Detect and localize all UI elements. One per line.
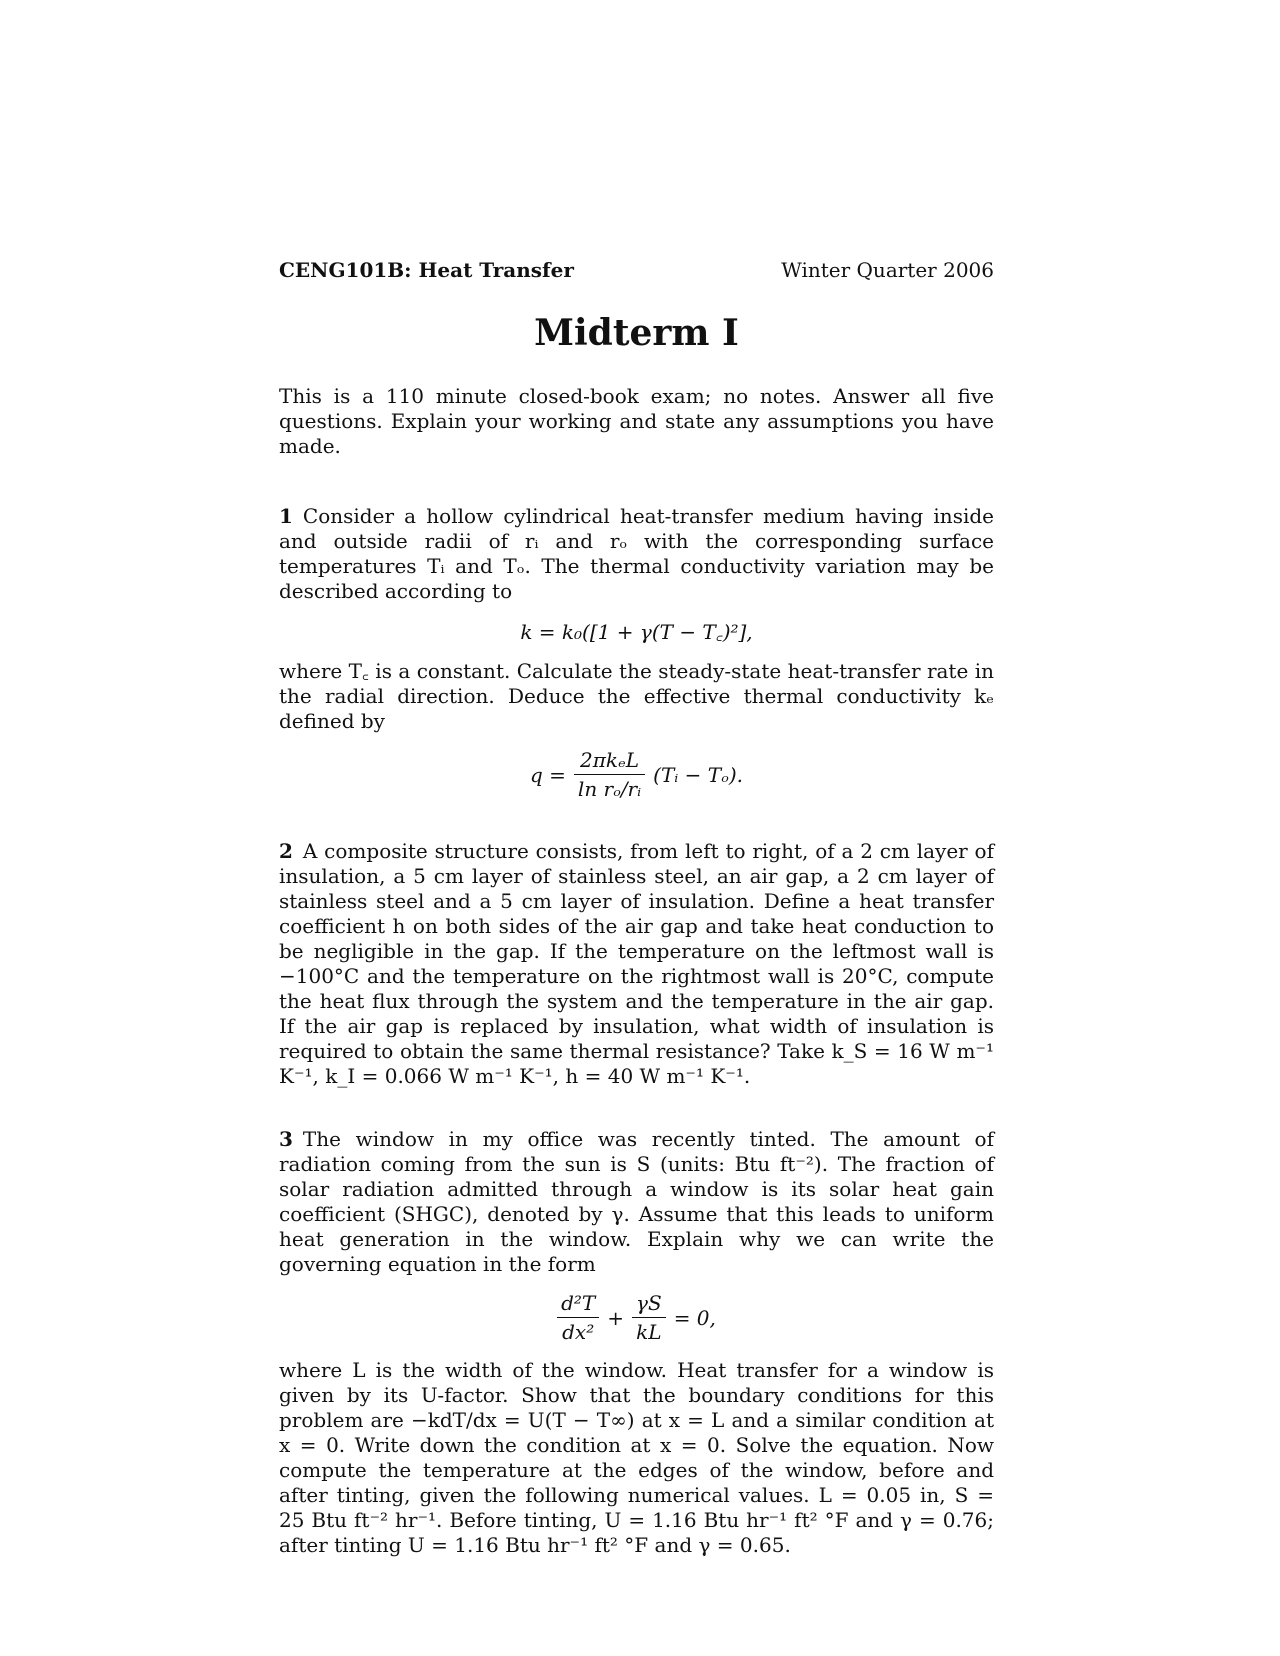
equation-rhs: (Tᵢ − Tₒ). [653,762,743,787]
fraction-denominator: ln rₒ/rᵢ [577,777,642,801]
fraction-denominator: dx² [562,1320,595,1344]
question-1-text-b: where T꜀ is a constant. Calculate the steady-state heat-transfer rate in the radial direction. Deduce the effective thermal conductivity kₑ defined by [279,659,994,733]
question-1-text-a [279,504,994,604]
equation-fraction [574,748,645,801]
exam-page [279,258,994,1596]
equation-conductivity: k = k₀([1 + γ(T − T꜀)²], [520,620,753,644]
intro-paragraph: This is a 110 minute closed-book exam; no notes. Answer all five questions. Explain your working and state any assumptions you have made. [279,384,994,458]
question-3-text-b: where L is the width of the window. Heat transfer for a window is given by its U-factor. Show that the boundary conditions for this problem are −kdT/dx = U(T − T∞) at x = L and a similar condition at x = 0. Write down the condition at x = 0. Solve the equation. Now compute the temperature at the edges of the window, before and after tinting, given the following numerical values. L = 0.05 in, S = 25 Btu ft⁻² hr⁻¹. Before tinting, U = 1.16 Btu hr⁻¹ ft² °F and γ = 0.76; after tinting U = 1.16 Btu hr⁻¹ ft² °F and γ = 0.65. [279,1358,994,1557]
equation-heat-rate [279,748,994,801]
fraction-numerator: γS [632,1291,666,1318]
question-3-body-a: The window in my office was recently tinted. The amount of radiation coming from the sun is S (units: Btu ft⁻²). The fraction of solar radiation admitted through a window is its solar heat gain coefficient (SHGC), denoted by γ. Assume that this leads to uniform heat generation in the window. Explain why we can write the governing equation in the form [279,1127,994,1276]
question-1 [279,504,994,801]
course-title: CENG101B: Heat Transfer [279,258,574,282]
equation-fraction-1 [557,1291,599,1344]
question-number: 3 [279,1127,293,1151]
page-title: Midterm I [534,312,739,354]
question-2-body: A composite structure consists, from left to right, of a 2 cm layer of insulation, a 5 cm layer of stainless steel, an air gap, a 2 cm layer of stainless steel and a 5 cm layer of insulation. Define a heat transfer coefficient h on both sides of the air gap and take heat conduction to be negligible in the gap. If the temperature on the leftmost wall is −100°C and the temperature on the rightmost wall is 20°C, compute the heat flux through the system and the temperature in the air gap. If the air gap is replaced by insulation, what width of insulation is required to obtain the same thermal resistance? Take k_S = 16 W m⁻¹ K⁻¹, k_I = 0.066 W m⁻¹ K⁻¹, h = 40 W m⁻¹ K⁻¹. [279,839,994,1088]
fraction-numerator: d²T [557,1291,599,1318]
equation-lhs: q = [530,762,566,787]
question-3 [279,1127,994,1558]
equation-governing [279,1291,994,1344]
question-1-body-a: Consider a hollow cylindrical heat-transfer medium having inside and outside radii of rᵢ and rₒ with the corresponding surface temperatures Tᵢ and Tₒ. The thermal conductivity variation may be described according to [279,504,994,603]
term-label: Winter Quarter 2006 [781,258,994,282]
equation-rhs: = 0, [673,1305,716,1330]
page-header [279,258,994,282]
question-number: 2 [279,839,293,863]
fraction-denominator: kL [636,1320,662,1344]
fraction-numerator: 2πkₑL [574,748,645,775]
question-number: 1 [279,504,293,528]
question-2-text [279,839,994,1089]
equation-fraction-2 [632,1291,666,1344]
question-2 [279,839,994,1089]
question-3-text-a [279,1127,994,1277]
equation-plus: + [607,1305,625,1330]
